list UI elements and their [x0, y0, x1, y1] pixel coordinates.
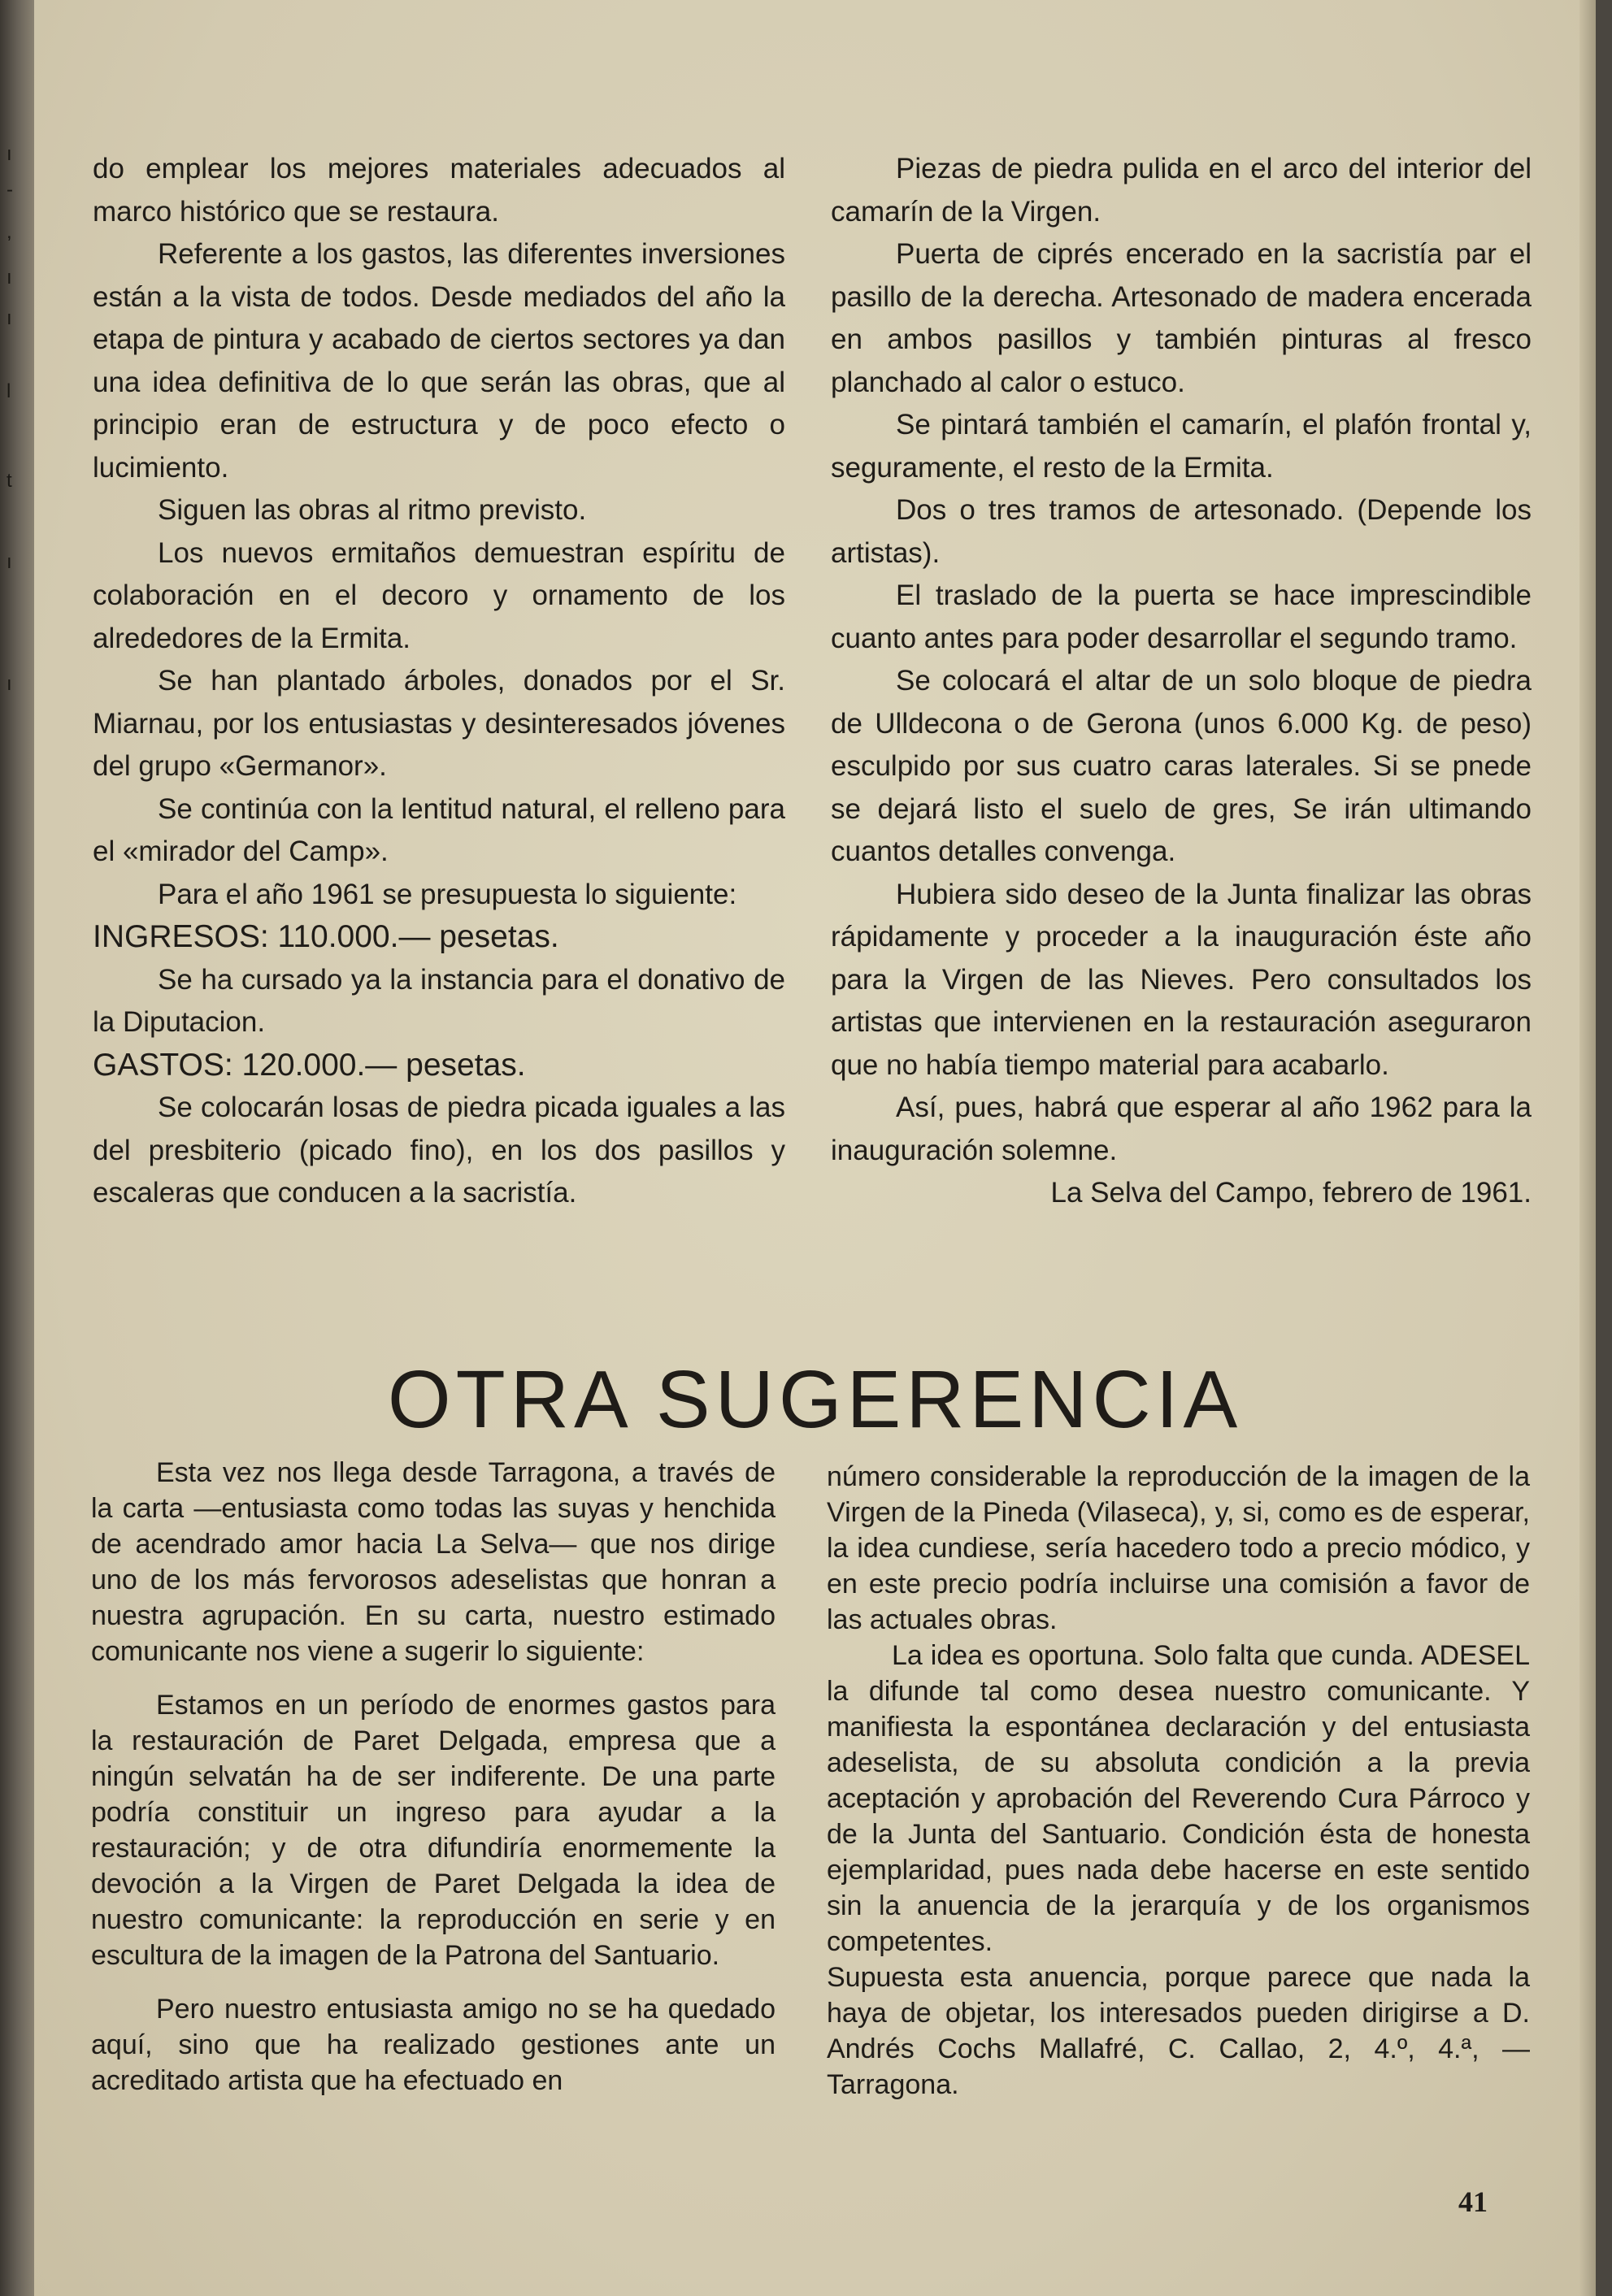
margin-mark: ı: [7, 143, 12, 165]
paragraph: Se pintará también el camarín, el plafón frontal y, seguramente, el resto de la Ermita.: [831, 409, 1532, 484]
paragraph: Referente a los gastos, las diferentes inversiones están a la vista de todos. Desde mediados del año la etapa de pintura y acabado de ciertos sectores ya dan una idea definitiva de lo que serán las obras, que al principio eran de estructura y de poco efecto o lucimiento.: [93, 238, 785, 484]
article2-column-left: [91, 1455, 776, 2099]
paragraph: Para el año 1961 se presupuesta lo siguiente:: [158, 878, 737, 910]
margin-mark: ı: [7, 307, 12, 329]
paragraph: Esta vez nos llega desde Tarragona, a través de la carta —entusiasta como todas las suyas y henchida de acendrado amor hacia La Selva— que nos dirige uno de los más fervorosos adeselistas que honran a nuestra agrupación. En su carta, nuestro estimado comunicante nos viene a sugerir lo siguiente:: [91, 1457, 776, 1667]
expenses-line: GASTOS: 120.000.— pesetas.: [93, 1047, 526, 1083]
page-number: 41: [1458, 2185, 1488, 2218]
paragraph: número considerable la reproducción de la imagen de la Virgen de la Pineda (Vilaseca), y, si, como es de esperar, la idea cundiese, sería hacedero todo a precio módico, y en este precio podría incluirse una comisión a favor de las actuales obras.: [827, 1461, 1530, 1635]
paragraph: Los nuevos ermitaños demuestran espíritu de colaboración en el decoro y ornamento de los alrededores de la Ermita.: [93, 536, 785, 654]
margin-mark: -: [7, 179, 13, 201]
paragraph: do emplear los mejores materiales adecuados al marco histórico que se restaura.: [93, 153, 785, 228]
paragraph: Supuesta esta anuencia, porque parece que nada la haya de objetar, los interesados pueden dirigirse a D. Andrés Cochs Mallafré, C. Callao, 2, 4.º, 4.ª, — Tarragona.: [827, 1962, 1530, 2100]
paragraph: La idea es oportuna. Solo falta que cunda. ADESEL la difunde tal como desea nuestro comunicante. Y manifiesta la espontánea declaración y del entusiasta adeselista, de su absoluta condición a la previa aceptación y aprobación del Reverendo Cura Párroco y de la Junta del Santuario. Condición ésta de honesta ejemplaridad, pues nada debe hacerse en este sentido sin la anuencia de la jerarquía y de los organismos competentes.: [827, 1640, 1530, 1957]
paragraph: Pero nuestro entusiasta amigo no se ha quedado aquí, sino que ha realizado gestiones ante un acreditado artista que ha efectuado en: [91, 1994, 776, 2096]
margin-mark: ı: [7, 267, 12, 289]
article1-column-left: [93, 148, 785, 1215]
paragraph: Así, pues, habrá que esperar al año 1962 para la inauguración solemne.: [831, 1092, 1532, 1166]
article1-column-right: [831, 148, 1532, 1215]
income-line: INGRESOS: 110.000.— pesetas.: [93, 919, 559, 954]
paragraph: Estamos en un período de enormes gastos para la restauración de Paret Delgada, empresa que a ningún selvatán ha de ser indiferente. De una parte podría constituir un ingreso para ayudar a la restauración; y de otra difundiría enormemente la devoción a la Virgen de Paret Delgada la idea de nuestro comunicante: la reproducción en serie y en escultura de la imagen de la Patrona del Santuario.: [91, 1690, 776, 1971]
paragraph: Se colocará el altar de un solo bloque de piedra de Ulldecona o de Gerona (unos 6.000 Kg. de peso) esculpido por sus cuatro caras laterales. Si se pnede se dejará listo el suelo de gres, Se irán ultimando cuantos detalles convenga.: [831, 665, 1532, 867]
page-edge: [1579, 0, 1596, 2296]
paragraph: Hubiera sido deseo de la Junta finalizar las obras rápidamente y proceder a la inauguración éste año para la Virgen de las Nieves. Pero consultados los artistas que intervienen en la restauración aseguraron que no había tiempo material para acabarlo.: [831, 878, 1532, 1081]
margin-mark: l: [7, 380, 11, 402]
paragraph: Se continúa con la lentitud natural, el relleno para el «mirador del Camp».: [93, 792, 785, 867]
paragraph: Se han plantado árboles, donados por el Sr. Miarnau, por los entusiastas y desinteresados jóvenes del grupo «Germanor».: [93, 665, 785, 782]
paragraph: Dos o tres tramos de artesonado. (Depende los artistas).: [831, 494, 1532, 569]
paragraph: Puerta de ciprés encerado en la sacristía par el pasillo de la derecha. Artesonado de madera encerada en ambos pasillos y también pinturas al fresco planchado al calor o estuco.: [831, 238, 1532, 398]
paragraph: Se colocarán losas de piedra picada iguales a las del presbiterio (picado fino), en los dos pasillos y escaleras que conducen a la sacristía.: [93, 1092, 785, 1209]
margin-mark: t: [7, 470, 12, 492]
book-spine: [0, 0, 34, 2296]
paragraph: Se ha cursado ya la instancia para el donativo de la Diputacion.: [93, 963, 785, 1038]
paragraph: Piezas de piedra pulida en el arco del interior del camarín de la Virgen.: [831, 153, 1532, 228]
margin-mark: ı: [7, 551, 12, 573]
paragraph: Siguen las obras al ritmo previsto.: [158, 494, 587, 526]
dateline: La Selva del Campo, febrero de 1961.: [1050, 1177, 1532, 1209]
article2-column-right: [827, 1459, 1530, 2103]
article-title: OTRA SUGERENCIA: [387, 1354, 1243, 1445]
margin-mark: ı: [7, 673, 12, 695]
magazine-page: [34, 0, 1596, 2296]
margin-mark: ,: [7, 221, 12, 243]
paragraph: El traslado de la puerta se hace imprescindible cuanto antes para poder desarrollar el segundo tramo.: [831, 579, 1532, 654]
